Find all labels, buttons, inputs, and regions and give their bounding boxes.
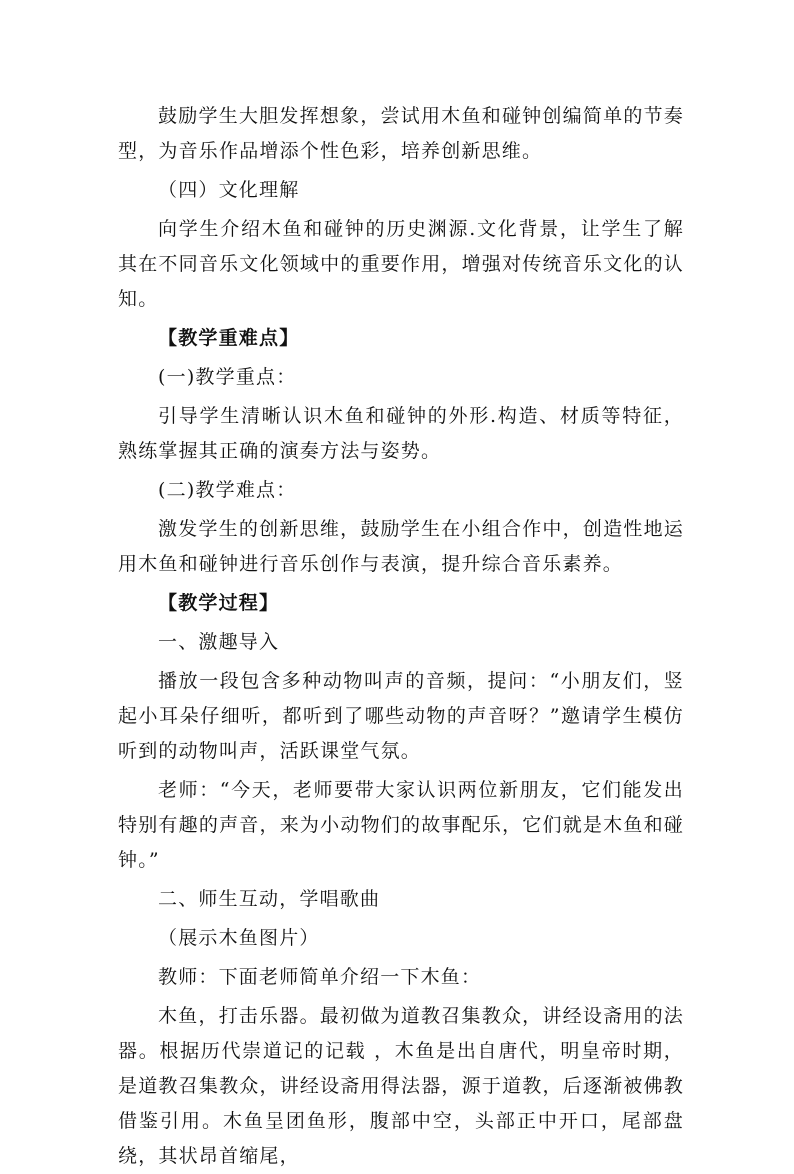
paragraph-teacher-quote: 老师：“今天，老师要带大家认识两位新朋友，它们能发出特别有趣的声音，来为小动物们的故事配乐，它们就是木鱼和碰钟。” xyxy=(118,779,684,871)
paragraph-key-point: 引导学生清晰认识木鱼和碰钟的外形.构造、材质等特征，熟练掌握其正确的演奏方法与姿势。 xyxy=(118,405,684,462)
paragraph-creativity: 鼓励学生大胆发挥想象，尝试用木鱼和碰钟创编简单的节奏型，为音乐作品增添个性色彩，培养创新思维。 xyxy=(118,105,684,162)
paragraph-difficulty: 激发学生的创新思维，鼓励学生在小组合作中，创造性地运用木鱼和碰钟进行音乐创作与表演，提升综合音乐素养。 xyxy=(118,518,684,575)
heading-culture: （四）文化理解 xyxy=(158,179,300,201)
section-process: 【教学过程】 xyxy=(158,592,280,614)
heading-interaction: 二、师生互动，学唱歌曲 xyxy=(158,888,381,910)
heading-intro: 一、激趣导入 xyxy=(158,631,280,653)
heading-key-point: (一)教学重点： xyxy=(158,366,297,388)
paragraph-muyu-description: 木鱼，打击乐器。最初做为道教召集教众，讲经设斋用的法器。根据历代崇道记的记载 ，木鱼是出自唐代，明皇帝时期，是道教召集教众，讲经设斋用得法器，源于道教，后逐渐被佛教借鉴引用。木鱼呈团鱼形，腹部中空，头部正中开口，尾部盘绕，其状昂首缩尾， xyxy=(118,1005,684,1167)
heading-difficulty: (二)教学难点： xyxy=(158,479,297,501)
heading-teacher-intro: 教师：下面老师简单介绍一下木鱼： xyxy=(158,966,482,988)
heading-show-picture: （展示木鱼图片） xyxy=(158,927,320,949)
paragraph-culture: 向学生介绍木鱼和碰钟的历史渊源.文化背景，让学生了解其在不同音乐文化领域中的重要作用，增强对传统音乐文化的认知。 xyxy=(118,218,684,310)
paragraph-intro-audio: 播放一段包含多种动物叫声的音频，提问：“小朋友们，竖起小耳朵仔细听，都听到了哪些动物的声音呀？”邀请学生模仿听到的动物叫声，活跃课堂气氛。 xyxy=(118,670,684,762)
section-key-points: 【教学重难点】 xyxy=(158,327,300,349)
document-body xyxy=(118,99,684,1174)
